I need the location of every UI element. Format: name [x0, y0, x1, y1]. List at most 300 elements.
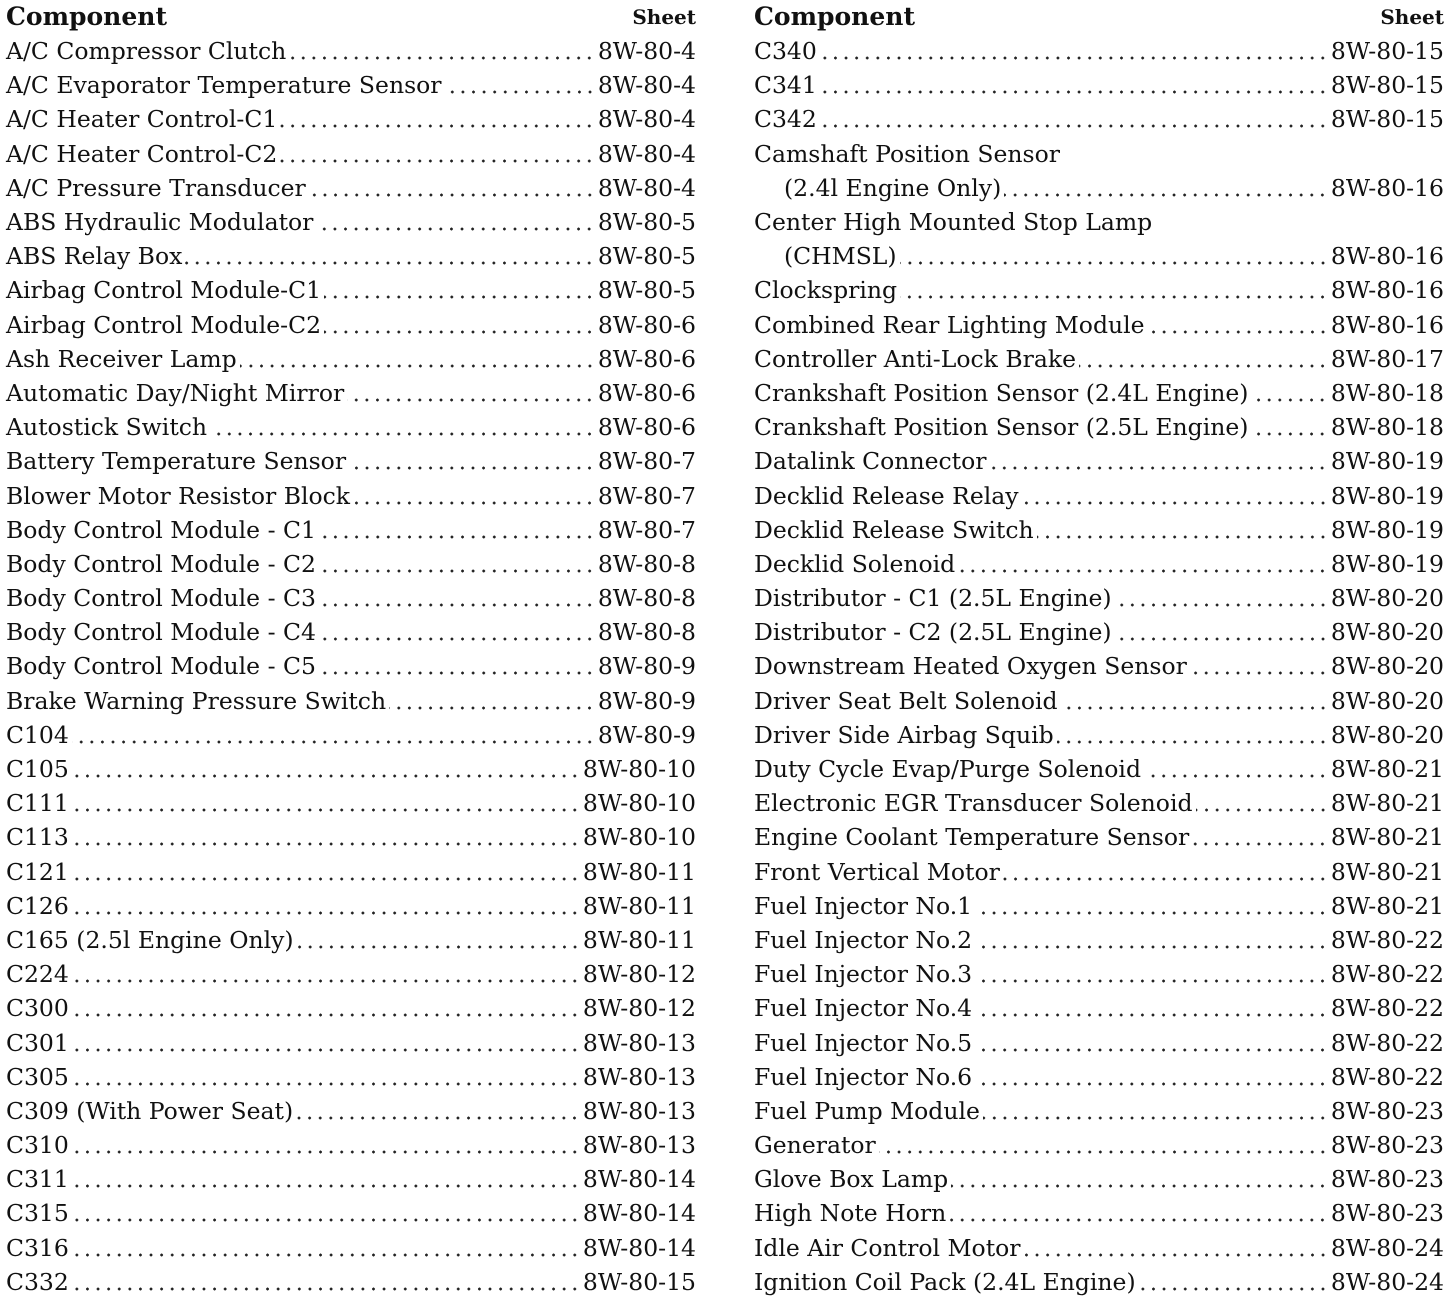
component-name: Fuel Pump Module — [754, 1096, 980, 1125]
component-row — [754, 855, 1444, 889]
component-row — [754, 649, 1444, 683]
dot-leader — [297, 944, 580, 950]
sheet-number: 8W-80-21 — [1330, 789, 1444, 818]
sheet-number: 8W-80-21 — [1330, 823, 1444, 852]
sheet-number: 8W-80-9 — [597, 686, 696, 715]
component-row — [754, 102, 1444, 136]
component-name: C310 — [6, 1131, 69, 1160]
component-row — [6, 786, 696, 820]
dot-leader — [72, 807, 580, 813]
component-name: Electronic EGR Transducer Solenoid — [754, 789, 1193, 818]
component-name: Body Control Module - C2 — [6, 549, 316, 578]
component-name: Controller Anti-Lock Brake — [754, 344, 1077, 373]
component-row — [6, 752, 696, 786]
dot-leader — [296, 1115, 580, 1121]
component-row — [6, 1060, 696, 1094]
sheet-heading: Sheet — [1380, 5, 1444, 29]
component-name: Distributor - C1 (2.5L Engine) — [754, 584, 1112, 613]
sheet-number: 8W-80-20 — [1330, 584, 1444, 613]
component-row — [6, 923, 696, 957]
sheet-number: 8W-80-10 — [582, 789, 696, 818]
component-row — [6, 137, 696, 171]
component-name: Fuel Injector No.6 — [754, 1062, 973, 1091]
component-name: Decklid Solenoid — [754, 549, 956, 578]
sheet-number: 8W-80-10 — [582, 823, 696, 852]
dot-leader — [1115, 636, 1328, 642]
component-name: Camshaft Position Sensor — [754, 139, 1060, 168]
dot-leader — [72, 1081, 580, 1087]
component-row — [754, 820, 1444, 854]
dot-leader — [389, 705, 595, 711]
sheet-number: 8W-80-8 — [597, 549, 696, 578]
sheet-number: 8W-80-22 — [1330, 1028, 1444, 1057]
dot-leader — [983, 1115, 1328, 1121]
component-row — [754, 478, 1444, 512]
dot-leader — [72, 739, 595, 745]
sheet-number: 8W-80-21 — [1330, 891, 1444, 920]
component-name: Battery Temperature Sensor — [6, 447, 347, 476]
component-row — [6, 34, 696, 68]
component-name: Fuel Injector No.4 — [754, 994, 973, 1023]
dot-leader — [72, 1183, 580, 1189]
sheet-number: 8W-80-21 — [1330, 755, 1444, 784]
component-row — [754, 171, 1444, 205]
component-name: Fuel Injector No.2 — [754, 925, 973, 954]
component-row — [754, 581, 1444, 615]
dot-leader — [72, 1252, 580, 1258]
dot-leader — [240, 363, 595, 369]
component-name: Distributor - C2 (2.5L Engine) — [754, 618, 1112, 647]
column-header — [6, 0, 696, 34]
sheet-number: 8W-80-11 — [582, 925, 696, 954]
component-name: Center High Mounted Stop Lamp — [754, 208, 1153, 237]
left-column — [6, 0, 696, 1299]
component-row — [6, 684, 696, 718]
component-name: Driver Seat Belt Solenoid — [754, 686, 1058, 715]
sheet-number: 8W-80-14 — [582, 1165, 696, 1194]
sheet-number: 8W-80-4 — [597, 37, 696, 66]
component-name: Ignition Coil Pack (2.4L Engine) — [754, 1267, 1136, 1296]
sheet-number: 8W-80-9 — [597, 652, 696, 681]
component-name: Autostick Switch — [6, 413, 208, 442]
dot-leader — [1024, 1252, 1328, 1258]
component-row — [6, 1196, 696, 1230]
dot-leader — [280, 123, 595, 129]
dot-leader — [1004, 192, 1328, 198]
sheet-number: 8W-80-22 — [1330, 960, 1444, 989]
component-name: A/C Compressor Clutch — [6, 37, 287, 66]
dot-leader — [210, 431, 595, 437]
component-name: C105 — [6, 755, 69, 784]
sheet-number: 8W-80-15 — [1330, 105, 1444, 134]
component-name: C121 — [6, 857, 69, 886]
dot-leader — [958, 568, 1328, 574]
dot-leader — [72, 1217, 580, 1223]
dot-leader — [975, 1047, 1328, 1053]
component-row — [6, 718, 696, 752]
component-row — [754, 1162, 1444, 1196]
sheet-number: 8W-80-19 — [1330, 515, 1444, 544]
sheet-number: 8W-80-4 — [597, 173, 696, 202]
component-row — [6, 615, 696, 649]
component-name: Body Control Module - C1 — [6, 515, 316, 544]
component-row — [754, 239, 1444, 273]
component-name: C340 — [754, 37, 817, 66]
component-name: High Note Horn — [754, 1199, 947, 1228]
sheet-number: 8W-80-4 — [597, 71, 696, 100]
component-row — [6, 444, 696, 478]
sheet-number: 8W-80-18 — [1330, 378, 1444, 407]
component-name: C165 (2.5l Engine Only) — [6, 925, 294, 954]
component-row — [6, 1162, 696, 1196]
component-row — [754, 615, 1444, 649]
component-list — [6, 34, 696, 1299]
sheet-number: 8W-80-16 — [1330, 276, 1444, 305]
component-heading: Component — [754, 2, 915, 31]
component-row — [754, 342, 1444, 376]
dot-leader — [319, 568, 595, 574]
component-name: Blower Motor Resistor Block — [6, 481, 351, 510]
sheet-number: 8W-80-16 — [1330, 242, 1444, 271]
dot-leader — [1148, 329, 1328, 335]
component-row — [754, 205, 1444, 239]
sheet-number: 8W-80-23 — [1330, 1199, 1444, 1228]
component-row — [6, 581, 696, 615]
component-name: C315 — [6, 1199, 69, 1228]
dot-leader — [1115, 602, 1328, 608]
dot-leader — [975, 910, 1328, 916]
component-name: Brake Warning Pressure Switch — [6, 686, 387, 715]
component-row — [6, 649, 696, 683]
sheet-number: 8W-80-22 — [1330, 994, 1444, 1023]
component-row — [6, 957, 696, 991]
component-name: Front Vertical Motor — [754, 857, 1000, 886]
component-row — [6, 205, 696, 239]
component-row — [6, 855, 696, 889]
component-row — [6, 1025, 696, 1059]
sheet-number: 8W-80-7 — [597, 515, 696, 544]
dot-leader — [72, 1149, 580, 1155]
component-row — [754, 889, 1444, 923]
sheet-number: 8W-80-11 — [582, 857, 696, 886]
dot-leader — [185, 260, 595, 266]
component-list — [754, 34, 1444, 1299]
component-name: Crankshaft Position Sensor (2.4L Engine) — [754, 378, 1249, 407]
column-header — [754, 0, 1444, 34]
sheet-number: 8W-80-7 — [597, 447, 696, 476]
dot-leader — [72, 910, 580, 916]
component-row — [754, 1196, 1444, 1230]
dot-leader — [353, 500, 595, 506]
sheet-number: 8W-80-12 — [582, 994, 696, 1023]
sheet-number: 8W-80-5 — [597, 208, 696, 237]
dot-leader — [1003, 876, 1328, 882]
dot-leader — [975, 978, 1328, 984]
component-name: C224 — [6, 960, 69, 989]
dot-leader — [72, 841, 580, 847]
component-row — [754, 1128, 1444, 1162]
component-row — [6, 1094, 696, 1128]
dot-leader — [319, 636, 595, 642]
dot-leader — [319, 670, 595, 676]
component-name: Decklid Release Switch — [754, 515, 1034, 544]
dot-leader — [280, 158, 595, 164]
dot-leader — [820, 123, 1328, 129]
sheet-number: 8W-80-13 — [582, 1131, 696, 1160]
component-name: Airbag Control Module-C2 — [6, 310, 322, 339]
component-name: Downstream Heated Oxygen Sensor — [754, 652, 1187, 681]
sheet-number: 8W-80-8 — [597, 618, 696, 647]
sheet-number: 8W-80-19 — [1330, 447, 1444, 476]
component-name: Fuel Injector No.1 — [754, 891, 973, 920]
dot-leader — [1139, 1286, 1328, 1292]
component-row — [6, 239, 696, 273]
component-row — [6, 273, 696, 307]
dot-leader — [949, 1217, 1328, 1223]
dot-leader — [319, 602, 595, 608]
component-row — [754, 957, 1444, 991]
sheet-number: 8W-80-20 — [1330, 720, 1444, 749]
component-name: Idle Air Control Motor — [754, 1233, 1021, 1262]
component-row — [6, 171, 696, 205]
component-name: Body Control Module - C5 — [6, 652, 316, 681]
component-name: Fuel Injector No.5 — [754, 1028, 973, 1057]
component-row — [754, 513, 1444, 547]
component-name: A/C Heater Control-C2 — [6, 139, 278, 168]
sheet-number: 8W-80-16 — [1330, 310, 1444, 339]
dot-leader — [1037, 534, 1328, 540]
component-name: C309 (With Power Seat) — [6, 1096, 294, 1125]
component-row — [6, 102, 696, 136]
sheet-number: 8W-80-15 — [1330, 71, 1444, 100]
sheet-number: 8W-80-11 — [582, 891, 696, 920]
dot-leader — [324, 294, 595, 300]
sheet-number: 8W-80-13 — [582, 1062, 696, 1091]
component-heading: Component — [6, 2, 167, 31]
sheet-number: 8W-80-6 — [597, 344, 696, 373]
sheet-number: 8W-80-6 — [597, 378, 696, 407]
dot-leader — [1057, 739, 1328, 745]
component-name: Decklid Release Relay — [754, 481, 1019, 510]
component-row — [6, 820, 696, 854]
dot-leader — [72, 978, 580, 984]
sheet-number: 8W-80-15 — [1330, 37, 1444, 66]
component-name: Duty Cycle Evap/Purge Solenoid — [754, 755, 1141, 784]
dot-leader — [1022, 500, 1328, 506]
component-name: C311 — [6, 1165, 69, 1194]
sheet-number: 8W-80-24 — [1330, 1267, 1444, 1296]
component-row — [754, 786, 1444, 820]
component-name: (CHMSL) — [784, 242, 897, 271]
component-name: C341 — [754, 71, 817, 100]
sheet-number: 8W-80-6 — [597, 310, 696, 339]
sheet-number: 8W-80-19 — [1330, 549, 1444, 578]
component-row — [754, 68, 1444, 102]
component-name: A/C Evaporator Temperature Sensor — [6, 71, 442, 100]
component-row — [6, 342, 696, 376]
component-row — [6, 991, 696, 1025]
sheet-number: 8W-80-17 — [1330, 344, 1444, 373]
component-name: Combined Rear Lighting Module — [754, 310, 1145, 339]
component-name: C301 — [6, 1028, 69, 1057]
component-row — [754, 444, 1444, 478]
sheet-number: 8W-80-20 — [1330, 652, 1444, 681]
sheet-number: 8W-80-16 — [1330, 173, 1444, 202]
component-name: Automatic Day/Night Mirror — [6, 378, 345, 407]
dot-leader — [347, 397, 595, 403]
sheet-number: 8W-80-15 — [582, 1267, 696, 1296]
sheet-number: 8W-80-18 — [1330, 413, 1444, 442]
sheet-number: 8W-80-23 — [1330, 1096, 1444, 1125]
sheet-number: 8W-80-24 — [1330, 1233, 1444, 1262]
sheet-number: 8W-80-12 — [582, 960, 696, 989]
dot-leader — [900, 294, 1328, 300]
component-name: Generator — [754, 1131, 876, 1160]
component-name: Driver Side Airbag Squib — [754, 720, 1054, 749]
sheet-number: 8W-80-22 — [1330, 925, 1444, 954]
right-column — [754, 0, 1444, 1299]
sheet-number: 8W-80-5 — [597, 276, 696, 305]
component-name: Fuel Injector No.3 — [754, 960, 973, 989]
component-row — [754, 752, 1444, 786]
component-name: (2.4l Engine Only) — [784, 173, 1002, 202]
dot-leader — [1192, 841, 1328, 847]
component-name: Ash Receiver Lamp — [6, 344, 237, 373]
component-name: Engine Coolant Temperature Sensor — [754, 823, 1190, 852]
sheet-number: 8W-80-19 — [1330, 481, 1444, 510]
sheet-number: 8W-80-6 — [597, 413, 696, 442]
component-row — [6, 308, 696, 342]
component-row — [754, 1094, 1444, 1128]
component-name: C113 — [6, 823, 69, 852]
component-row — [754, 273, 1444, 307]
component-name: Airbag Control Module-C1 — [6, 276, 322, 305]
component-name: Datalink Connector — [754, 447, 987, 476]
component-row — [754, 684, 1444, 718]
dot-leader — [72, 876, 580, 882]
dot-leader — [1144, 773, 1328, 779]
component-row — [754, 34, 1444, 68]
component-name: A/C Pressure Transducer — [6, 173, 306, 202]
sheet-number: 8W-80-20 — [1330, 618, 1444, 647]
dot-leader — [1079, 363, 1328, 369]
component-name: Body Control Module - C4 — [6, 618, 316, 647]
sheet-number: 8W-80-5 — [597, 242, 696, 271]
sheet-number: 8W-80-4 — [597, 139, 696, 168]
dot-leader — [324, 329, 595, 335]
dot-leader — [349, 465, 595, 471]
sheet-number: 8W-80-14 — [582, 1199, 696, 1228]
component-name: Body Control Module - C3 — [6, 584, 316, 613]
dot-leader — [879, 1149, 1328, 1155]
component-row — [754, 1060, 1444, 1094]
component-row — [754, 718, 1444, 752]
dot-leader — [316, 226, 594, 232]
dot-leader — [72, 1286, 580, 1292]
dot-leader — [1251, 431, 1327, 437]
component-name: A/C Heater Control-C1 — [6, 105, 278, 134]
sheet-number: 8W-80-4 — [597, 105, 696, 134]
dot-leader — [975, 1012, 1328, 1018]
sheet-number: 8W-80-14 — [582, 1233, 696, 1262]
dot-leader — [72, 1047, 580, 1053]
dot-leader — [445, 89, 595, 95]
component-row — [6, 68, 696, 102]
dot-leader — [1251, 397, 1327, 403]
component-name: C104 — [6, 720, 69, 749]
component-row — [754, 547, 1444, 581]
dot-leader — [1061, 705, 1328, 711]
component-row — [754, 376, 1444, 410]
sheet-number: 8W-80-23 — [1330, 1165, 1444, 1194]
component-row — [6, 1265, 696, 1299]
sheet-number: 8W-80-9 — [597, 720, 696, 749]
dot-leader — [820, 55, 1328, 61]
dot-leader — [975, 944, 1328, 950]
component-name: C316 — [6, 1233, 69, 1262]
dot-leader — [820, 89, 1328, 95]
sheet-number: 8W-80-7 — [597, 481, 696, 510]
component-row — [6, 547, 696, 581]
component-row — [754, 410, 1444, 444]
dot-leader — [951, 1183, 1328, 1189]
component-row — [754, 991, 1444, 1025]
component-row — [754, 137, 1444, 171]
component-name: C342 — [754, 105, 817, 134]
sheet-heading: Sheet — [632, 5, 696, 29]
component-row — [754, 308, 1444, 342]
component-name: ABS Relay Box — [6, 242, 183, 271]
component-row — [754, 1231, 1444, 1265]
sheet-number: 8W-80-13 — [582, 1028, 696, 1057]
component-row — [754, 1025, 1444, 1059]
component-name: C126 — [6, 891, 69, 920]
component-name: C300 — [6, 994, 69, 1023]
component-row — [754, 923, 1444, 957]
component-name: C111 — [6, 789, 69, 818]
component-name: C332 — [6, 1267, 69, 1296]
dot-leader — [289, 55, 595, 61]
component-name: C305 — [6, 1062, 69, 1091]
sheet-number: 8W-80-8 — [597, 584, 696, 613]
component-row — [6, 478, 696, 512]
sheet-number: 8W-80-10 — [582, 755, 696, 784]
component-row — [6, 410, 696, 444]
dot-leader — [1190, 670, 1328, 676]
component-row — [6, 889, 696, 923]
component-row — [6, 1128, 696, 1162]
sheet-number: 8W-80-21 — [1330, 857, 1444, 886]
component-name: Glove Box Lamp — [754, 1165, 949, 1194]
sheet-number: 8W-80-23 — [1330, 1131, 1444, 1160]
component-row — [6, 513, 696, 547]
component-row — [754, 1265, 1444, 1299]
sheet-number: 8W-80-20 — [1330, 686, 1444, 715]
component-row — [6, 376, 696, 410]
dot-leader — [1196, 807, 1328, 813]
component-name: Clockspring — [754, 276, 898, 305]
sheet-number: 8W-80-22 — [1330, 1062, 1444, 1091]
component-name: Crankshaft Position Sensor (2.5L Engine) — [754, 413, 1249, 442]
component-name: ABS Hydraulic Modulator — [6, 208, 314, 237]
dot-leader — [975, 1081, 1328, 1087]
dot-leader — [989, 465, 1327, 471]
dot-leader — [72, 1012, 580, 1018]
component-row — [6, 1231, 696, 1265]
dot-leader — [900, 260, 1328, 266]
dot-leader — [319, 534, 595, 540]
dot-leader — [72, 773, 580, 779]
